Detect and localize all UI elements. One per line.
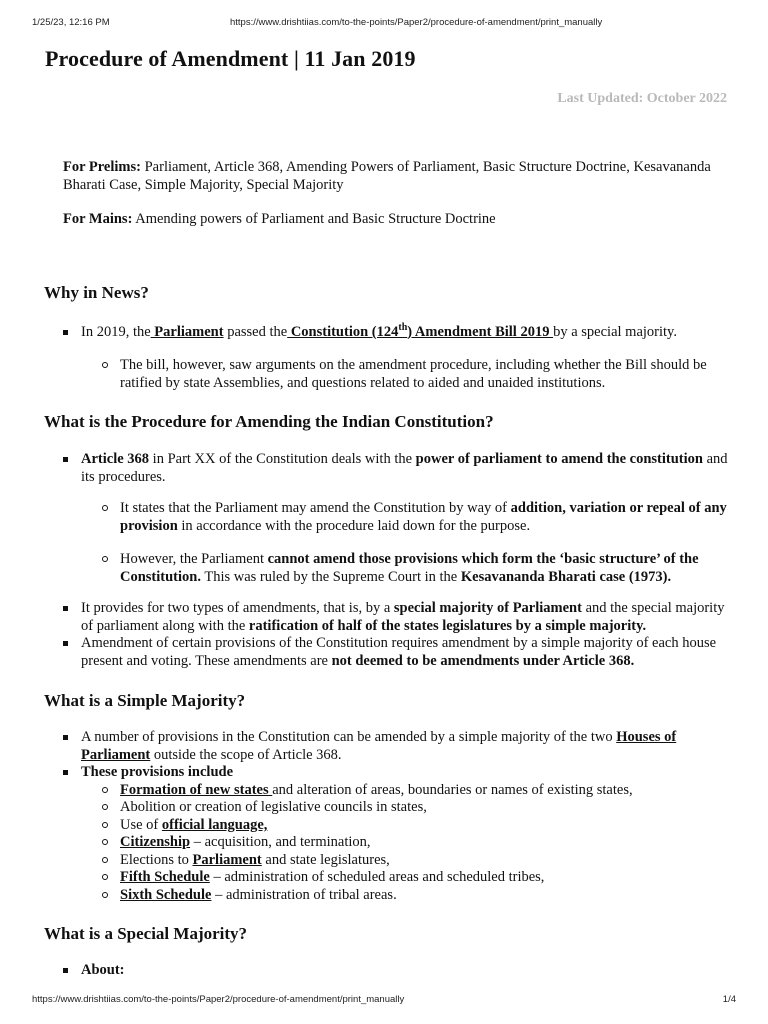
prelims-paragraph: [63, 158, 723, 194]
bullet-circle: [102, 804, 108, 810]
bullet-circle: [102, 362, 108, 368]
link-text: ) Amendment Bill 2019: [407, 324, 554, 340]
list-item: The bill, however, saw arguments on the amendment procedure, including whether the Bill should be ratified by state Assemblies, and questions related to aided and unaided institutions.: [120, 357, 707, 391]
text-span: and the special majority of parliament along with the: [81, 600, 725, 634]
bullet-square: [63, 641, 68, 646]
list-item: [120, 799, 730, 817]
bullet-circle: [102, 787, 108, 793]
print-url: https://www.drishtiias.com/to-the-points/Paper2/procedure-of-amendment/print_manually: [230, 17, 603, 28]
list-item: [120, 817, 730, 835]
bold-text: ratification of half of the states legislatures by a simple majority.: [248, 617, 647, 634]
text-span: Elections to: [120, 852, 193, 868]
list-item: [120, 869, 730, 887]
section-heading-simple: What is a Simple Majority?: [44, 691, 246, 710]
print-footer: [32, 994, 736, 1008]
bold-text: These provisions include: [81, 764, 234, 780]
bullet-circle: [102, 505, 108, 511]
bullet-circle: [102, 839, 108, 845]
link-citizenship[interactable]: Citizenship: [120, 834, 191, 850]
list-item: [120, 834, 730, 852]
list-item: [81, 324, 731, 342]
bold-text: addition, variation or repeal of any provision: [120, 500, 727, 534]
prelims-text: Parliament, Article 368, Amending Powers of Parliament, Basic Structure Doctrine, Kesavananda Bharati Case, Simple Majority, Special Majority: [63, 159, 711, 193]
bold-text: not deemed to be amendments under Article 368.: [331, 652, 635, 669]
bold-text: cannot amend those provisions which form the ‘basic structure’ of the Constitution.: [120, 551, 699, 585]
bullet-circle: [102, 892, 108, 898]
list-item: [120, 551, 730, 586]
page-number: 1/4: [722, 994, 736, 1005]
text-span: However, the Parliament: [120, 551, 268, 567]
footer-url: https://www.drishtiias.com/to-the-points/Paper2/procedure-of-amendment/print_manually: [32, 994, 405, 1005]
text-span: passed the: [223, 324, 288, 340]
bold-text: About:: [81, 962, 125, 978]
superscript: th: [398, 322, 408, 334]
text-span: and alteration of areas, boundaries or names of existing states,: [272, 782, 633, 798]
text-span: This was ruled by the Supreme Court in the: [200, 568, 461, 585]
link-parliament[interactable]: Parliament: [150, 324, 224, 340]
text-span: by a special majority.: [553, 324, 677, 340]
text-span: in accordance with the procedure laid down for the purpose.: [177, 517, 531, 534]
list-item: [120, 782, 730, 800]
text-span: – administration of tribal areas.: [211, 887, 397, 903]
text-span: outside the scope of Article 368.: [150, 746, 342, 763]
list-item: [120, 500, 730, 535]
section-heading-procedure: What is the Procedure for Amending the Indian Constitution?: [44, 412, 494, 431]
text-span: Use of: [120, 817, 162, 833]
print-header: [32, 17, 736, 31]
bullet-square: [63, 968, 68, 973]
list-item: [120, 887, 730, 905]
bullet-square: [63, 770, 68, 775]
text-span: In 2019, the: [81, 324, 151, 340]
link-official-language[interactable]: official language,: [161, 817, 268, 833]
mains-text: Amending powers of Parliament and Basic Structure Doctrine: [132, 211, 496, 227]
text-span: Amendment of certain provisions of the Constitution requires amendment by a simple majority of each house present and voting. These amendments are: [81, 635, 717, 669]
list-item: [81, 764, 731, 782]
list-item: [81, 729, 731, 764]
bullet-square: [63, 735, 68, 740]
bullet-square: [63, 606, 68, 611]
text-span: and its procedures.: [81, 451, 728, 485]
mains-label: For Mains:: [63, 211, 133, 227]
link-text: Constitution (124: [287, 324, 399, 340]
bold-text: Article 368: [81, 451, 150, 467]
print-datetime: 1/25/23, 12:16 PM: [32, 17, 110, 28]
link-amendment-bill[interactable]: [287, 324, 553, 340]
page-title: Procedure of Amendment | 11 Jan 2019: [45, 46, 416, 71]
text-span: A number of provisions in the Constitution can be amended by a simple majority of the two: [81, 729, 617, 745]
list-item: [81, 451, 731, 486]
bullet-circle: [102, 556, 108, 562]
prelims-label: For Prelims:: [63, 159, 141, 175]
text-span: – administration of scheduled areas and scheduled tribes,: [209, 869, 545, 885]
mains-paragraph: [63, 210, 723, 228]
link-sixth-schedule[interactable]: Sixth Schedule: [120, 887, 212, 903]
list-item: [81, 635, 731, 670]
link-fifth-schedule[interactable]: Fifth Schedule: [120, 869, 210, 885]
list-item: [81, 962, 731, 980]
bold-text: power of parliament to amend the constitution: [415, 451, 703, 467]
text-span: Abolition or creation of legislative councils in states,: [120, 799, 427, 815]
text-span: and state legislatures,: [261, 852, 390, 868]
list-item: [81, 600, 731, 635]
text-span: It provides for two types of amendments, that is, by a: [81, 600, 394, 616]
section-heading-news: Why in News?: [44, 283, 149, 302]
bullet-circle: [102, 822, 108, 828]
section-heading-special: What is a Special Majority?: [44, 924, 248, 943]
bold-text: Kesavananda Bharati case (1973).: [460, 568, 672, 585]
link-houses-of-parliament[interactable]: Houses of Parliament: [81, 729, 677, 763]
bullet-square: [63, 457, 68, 462]
bullet-square: [63, 330, 68, 335]
list-item: [120, 852, 730, 870]
text-span: – acquisition, and termination,: [190, 834, 371, 850]
text-span: in Part XX of the Constitution deals with the: [149, 451, 416, 467]
bullet-circle: [102, 857, 108, 863]
link-parliament-elections[interactable]: Parliament: [192, 852, 262, 868]
bullet-circle: [102, 874, 108, 880]
last-updated: Last Updated: October 2022: [557, 91, 727, 106]
text-span: It states that the Parliament may amend the Constitution by way of: [120, 500, 511, 516]
link-formation-of-new-states[interactable]: Formation of new states: [120, 782, 273, 798]
bold-text: special majority of Parliament: [393, 600, 582, 616]
